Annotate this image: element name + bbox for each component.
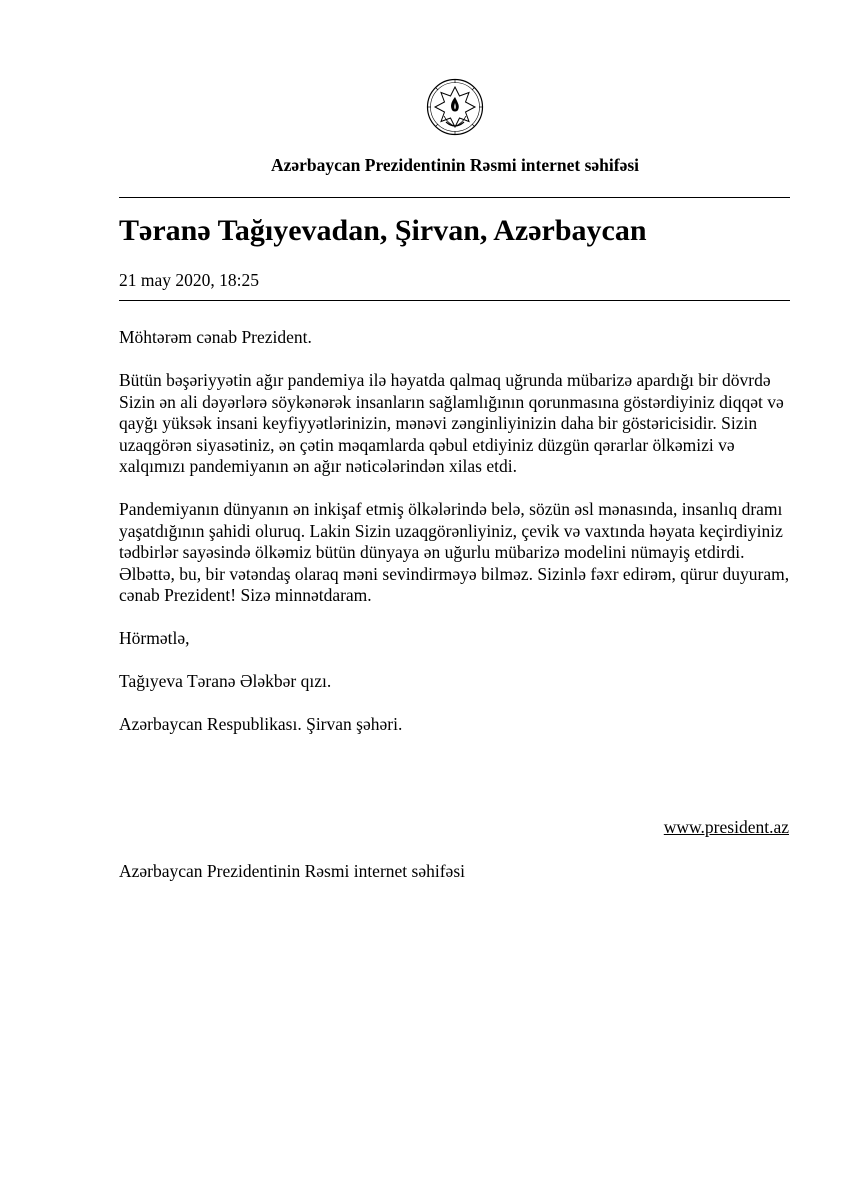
footer-site-title: Azərbaycan Prezidentinin Rəsmi internet səhifəsi xyxy=(119,861,465,881)
state-emblem-icon xyxy=(426,78,484,136)
header-divider xyxy=(119,197,790,198)
article-date: 21 may 2020, 18:25 xyxy=(119,270,259,290)
signature-place: Azərbaycan Respublikası. Şirvan şəhəri. xyxy=(119,714,403,734)
salutation: Möhtərəm cənab Prezident. xyxy=(119,327,312,347)
body-paragraph: Bütün bəşəriyyətin ağır pandemiya ilə həyatda qalmaq uğrunda mübarizə apardığı bir dövrdə Sizin ən ali dəyərlərə söykənərək insanların sağlamlığının qorunmasına göstərdiyiniz diqqət və qayğı yüksək insani keyfiyyətlərinizin, mənəvi zənginliyinizin daha bir göstəricisidir. Sizin uzaqgörən siyasətiniz, ən çətin məqamlarda qəbul etdiyiniz düzgün qərarlar ölkəmizi və xalqımızı pandemiyanın ən ağır nəticələrindən xilas etdi. xyxy=(119,370,784,476)
site-header-title: Azərbaycan Prezidentinin Rəsmi internet səhifəsi xyxy=(270,155,640,175)
article-body xyxy=(119,327,794,757)
title-divider xyxy=(119,300,790,301)
source-link[interactable]: www.president.az xyxy=(663,817,789,837)
closing: Hörmətlə, xyxy=(119,628,190,648)
body-paragraph: Pandemiyanın dünyanın ən inkişaf etmiş ölkələrində belə, sözün əsl mənasında, insanlıq dramı yaşatdığının şahidi oluruq. Lakin Sizin uzaqgörənliyiniz, çevik və vaxtında həyata keçirdiyiniz tədbirlər sayəsində ölkəmiz bütün dünyaya ən uğurlu mübarizə modelini nümayiş etdirdi. Əlbəttə, bu, bir vətəndaş olaraq məni sevindirməyə bilməz. Sizinlə fəxr edirəm, qürur duyuram, cənab Prezident! Sizə minnətdaram. xyxy=(119,499,790,605)
signature-name: Tağıyeva Təranə Ələkbər qızı. xyxy=(119,671,332,691)
article-title: Təranə Tağıyevadan, Şirvan, Azərbaycan xyxy=(119,214,647,247)
